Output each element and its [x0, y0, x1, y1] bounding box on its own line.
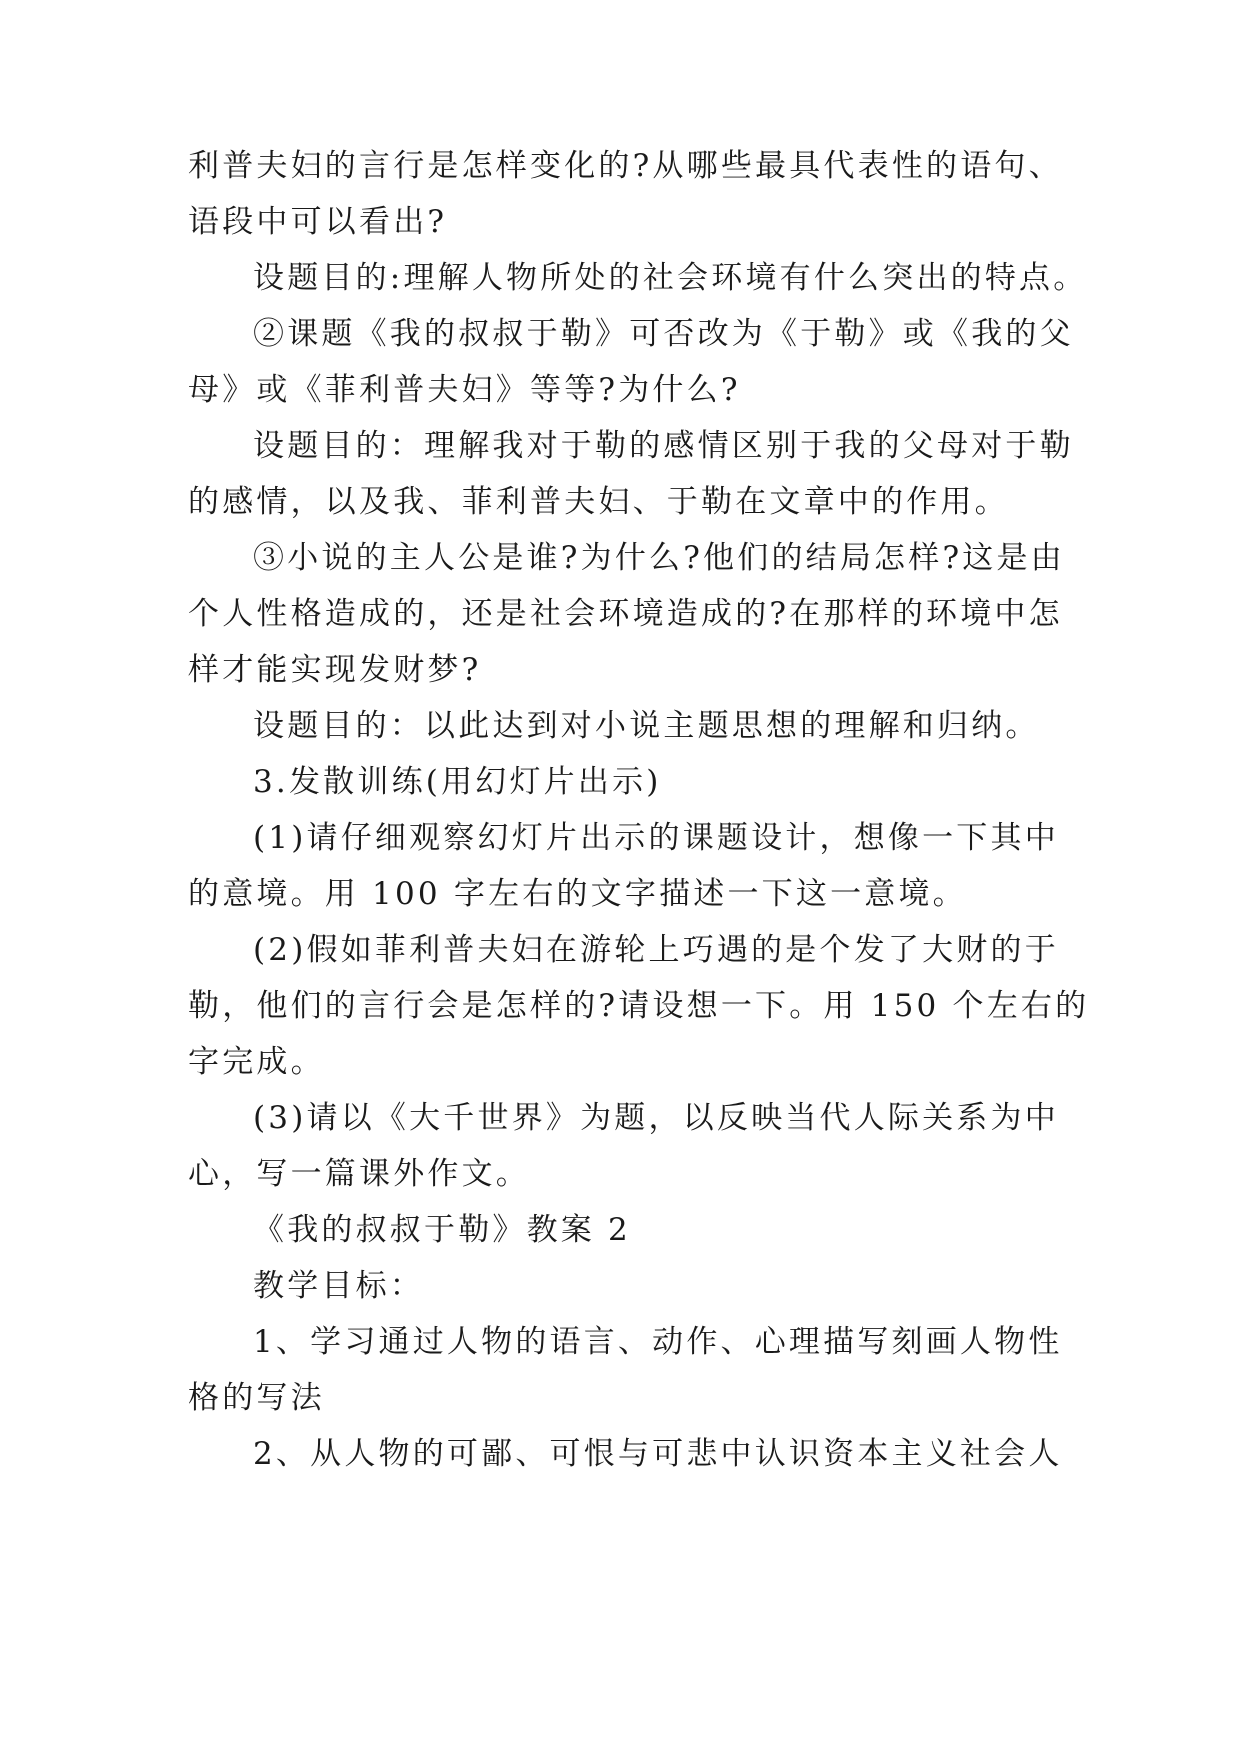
- text-line: 1、学习通过人物的语言、动作、心理描写刻画人物性: [253, 1324, 1063, 1360]
- text-line: ②课题《我的叔叔于勒》可否改为《于勒》或《我的父: [253, 316, 1074, 352]
- text-line: (1)请仔细观察幻灯片出示的课题设计，想像一下其中: [253, 820, 1059, 856]
- section-heading: 《我的叔叔于勒》教案 2: [253, 1212, 631, 1248]
- text-line: 利普夫妇的言行是怎样变化的?从哪些最具代表性的语句、: [188, 148, 1063, 184]
- text-line: 心，写一篇课外作文。: [188, 1156, 530, 1192]
- text-line: (2)假如菲利普夫妇在游轮上巧遇的是个发了大财的于: [253, 932, 1059, 968]
- text-line: (3)请以《大千世界》为题，以反映当代人际关系为中: [253, 1100, 1059, 1136]
- text-line: 2、从人物的可鄙、可恨与可悲中认识资本主义社会人: [253, 1436, 1063, 1472]
- text-line: 样才能实现发财梦?: [188, 652, 482, 688]
- text-line: 母》或《菲利普夫妇》等等?为什么?: [188, 372, 741, 408]
- text-line: 个人性格造成的，还是社会环境造成的?在那样的环境中怎: [188, 596, 1063, 632]
- text-line: 的感情，以及我、菲利普夫妇、于勒在文章中的作用。: [188, 484, 1009, 520]
- text-line: 设题目的：以此达到对小说主题思想的理解和归纳。: [253, 708, 1040, 744]
- text-line: 设题目的:理解人物所处的社会环境有什么突出的特点。: [253, 260, 1088, 296]
- text-line: 3.发散训练(用幻灯片出示): [253, 764, 662, 800]
- text-line: 勒，他们的言行会是怎样的?请设想一下。用 150 个左右的: [188, 988, 1090, 1024]
- text-line: 语段中可以看出?: [188, 204, 448, 240]
- text-line: 设题目的：理解我对于勒的感情区别于我的父母对于勒: [253, 428, 1074, 464]
- text-line: 格的写法: [188, 1380, 325, 1416]
- text-line: 字完成。: [188, 1044, 325, 1080]
- text-line: 的意境。用 100 字左右的文字描述一下这一意境。: [188, 876, 967, 912]
- text-line: 教学目标：: [253, 1268, 424, 1304]
- text-line: ③小说的主人公是谁?为什么?他们的结局怎样?这是由: [253, 540, 1065, 576]
